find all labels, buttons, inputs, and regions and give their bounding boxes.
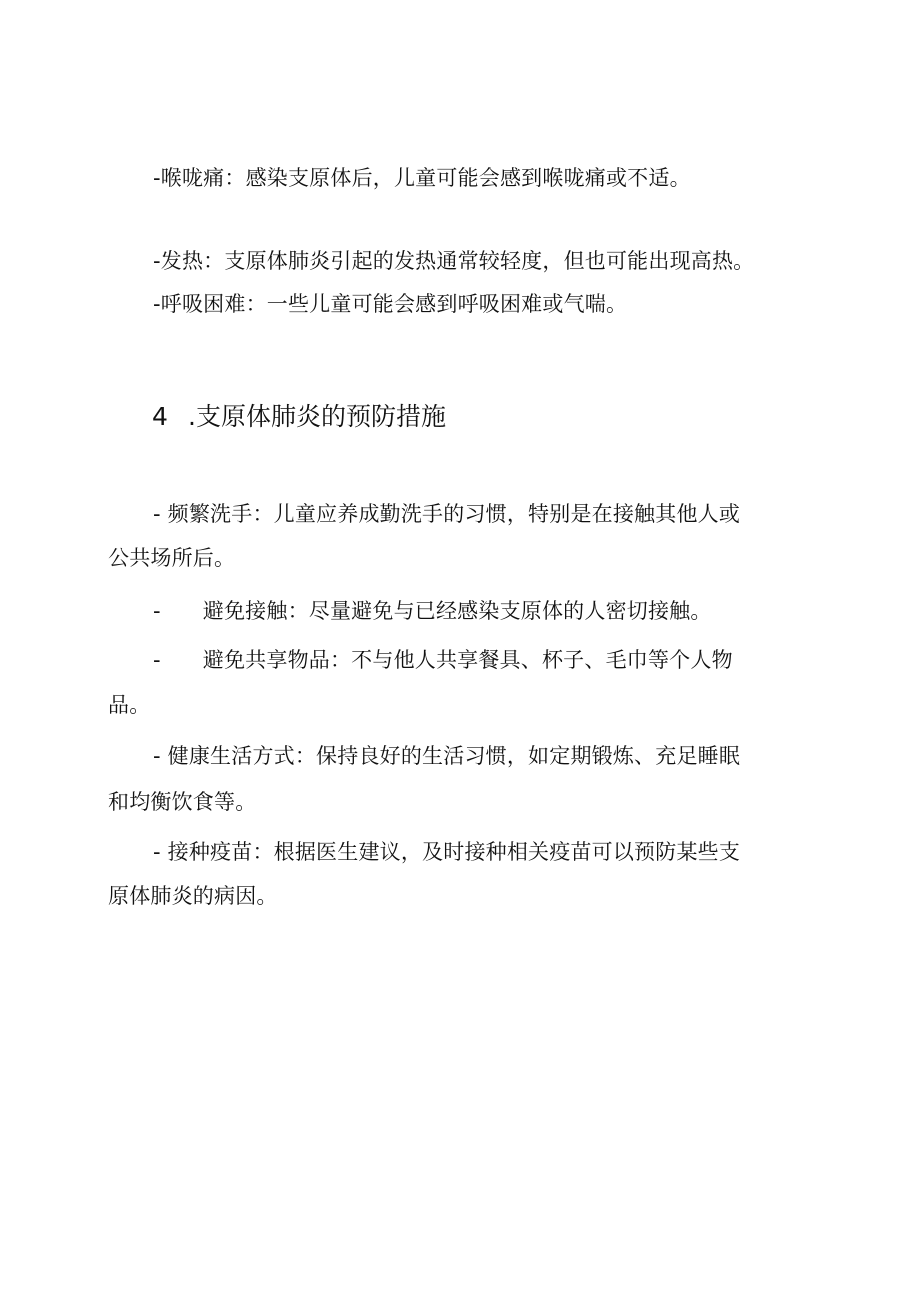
prevention-no-sharing-line2: 品。 <box>108 693 151 717</box>
prevention-avoid-contact <box>153 596 712 626</box>
prevention-vaccination-line1: - 接种疫苗：根据医生建议，及时接种相关疫苗可以预防某些支 <box>153 840 741 864</box>
prevention-healthy-lifestyle-line1: - 健康生活方式：保持良好的生活习惯，如定期锻炼、充足睡眠 <box>153 744 741 768</box>
prevention-avoid-contact-text: 避免接触：尽量避免与已经感染支原体的人密切接触。 <box>202 599 712 623</box>
section-number: 4 <box>152 402 168 431</box>
symptom-fever: -发热：支原体肺炎引起的发热通常较轻度，但也可能出现高热。 <box>153 249 755 273</box>
prevention-handwashing-line1: - 频繁洗手：儿童应养成勤洗手的习惯，特别是在接触其他人或 <box>153 502 741 526</box>
dash-marker: - <box>153 648 161 672</box>
prevention-healthy-lifestyle-line2: 和均衡饮食等。 <box>108 790 257 814</box>
symptom-breathing-difficulty: -呼吸困难：一些儿童可能会感到呼吸困难或气喘。 <box>153 292 628 316</box>
prevention-vaccination-line2: 原体肺炎的病因。 <box>108 884 278 908</box>
section-heading <box>152 400 446 434</box>
prevention-no-sharing-text: 避免共享物品：不与他人共享餐具、杯子、毛巾等个人物 <box>202 648 733 672</box>
prevention-no-sharing <box>153 645 733 675</box>
dash-marker: - <box>153 599 161 623</box>
section-title: .支原体肺炎的预防措施 <box>188 402 446 431</box>
prevention-handwashing-line2: 公共场所后。 <box>108 546 236 570</box>
symptom-sore-throat: -喉咙痛：感染支原体后，儿童可能会感到喉咙痛或不适。 <box>153 166 691 190</box>
